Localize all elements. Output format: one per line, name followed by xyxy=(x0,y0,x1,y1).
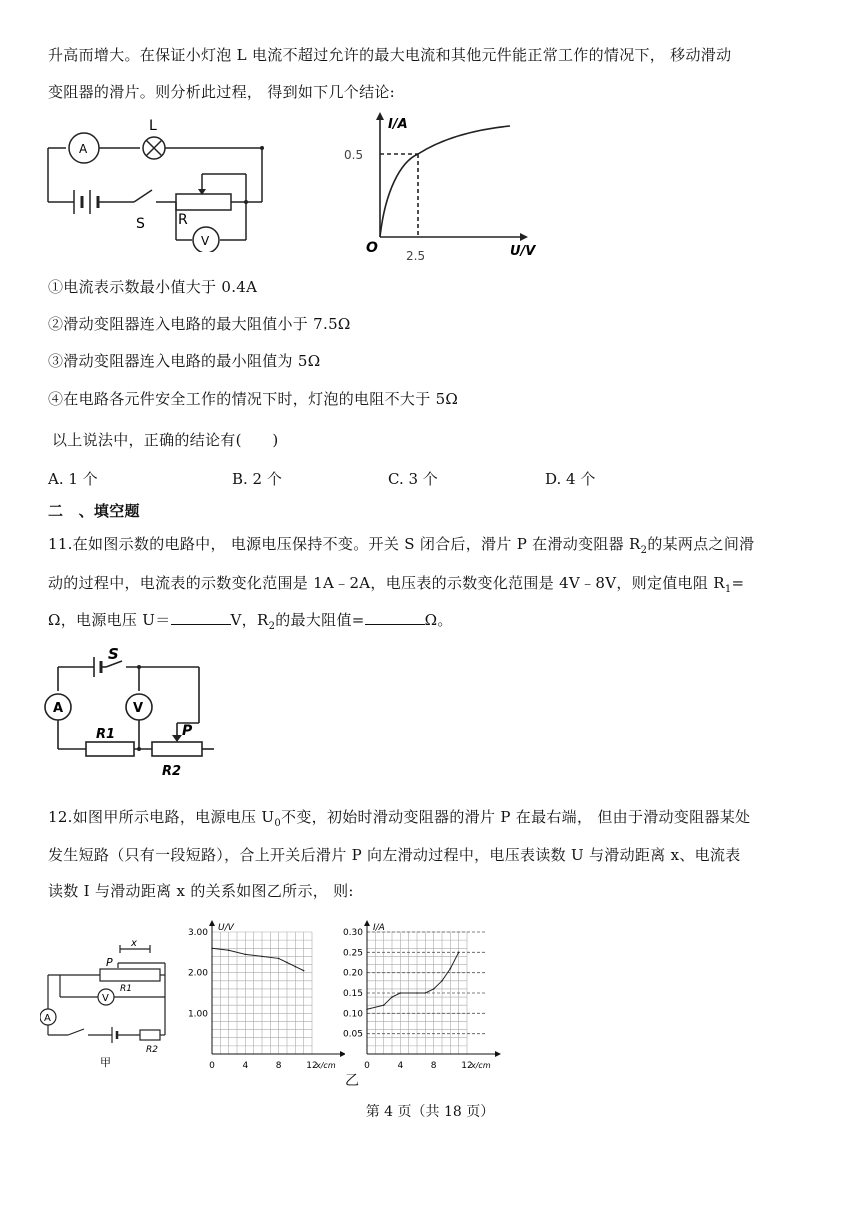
x-tick-label: 4 xyxy=(397,1061,404,1071)
y-axis-arrow xyxy=(364,920,370,926)
option-c[interactable]: C. 3 个 xyxy=(388,470,438,488)
data-point xyxy=(286,962,288,964)
x-tick-label: 0 xyxy=(364,1061,370,1071)
intro-line-2: 变阻器的滑片。则分析此过程， 得到如下几个结论: xyxy=(48,83,396,101)
y-axis-label: I/A xyxy=(373,923,385,933)
y-axis-arrow xyxy=(209,920,215,926)
option-b[interactable]: B. 2 个 xyxy=(232,470,282,488)
data-point xyxy=(400,992,402,994)
c3-r1-label: R1 xyxy=(120,984,132,994)
data-point xyxy=(383,1004,385,1006)
y-tick-label: 0.15 xyxy=(342,989,363,999)
question-text: 以上说法中，正确的结论有( ) xyxy=(52,431,279,449)
y-tick-label: 0.30 xyxy=(342,928,363,938)
c1-voltmeter-label: V xyxy=(201,234,210,248)
c2-r1-label: R1 xyxy=(96,727,116,742)
c2-voltmeter-label: V xyxy=(133,701,144,716)
circuit-diagram-2 xyxy=(44,645,224,780)
x-tick-label: 0 xyxy=(209,1061,215,1071)
data-point xyxy=(303,970,305,972)
q11-line-2: 动的过程中，电流表的示数变化范围是 1A﹣2A，电压表的示数变化范围是 4V﹣8V，则定值电阻 $R_1=$ xyxy=(48,574,745,595)
page-footer: 第 4 页（共 18 页） xyxy=(365,1104,495,1120)
statement-3: ③滑动变阻器连入电路的最小阻值为 5Ω xyxy=(48,352,321,370)
blank-r2-max[interactable] xyxy=(365,610,425,625)
y-tick-label: 0.05 xyxy=(342,1029,363,1040)
x-axis-arrow xyxy=(495,1051,501,1057)
data-point xyxy=(391,996,393,998)
c1-switch-label: S xyxy=(136,216,145,232)
c1-rheostat-label: R xyxy=(178,212,188,228)
data-point xyxy=(450,968,452,970)
q12-line-3: 读数 I 与滑动距离 x 的关系如图乙所示， 则: xyxy=(48,882,354,900)
y-tick-label: 3.00 xyxy=(187,928,208,938)
x-tick-label: 8 xyxy=(275,1061,282,1071)
y-tick-label: 0.10 xyxy=(342,1009,363,1020)
data-series-line xyxy=(212,948,304,970)
circuit-diagram-1 xyxy=(44,112,274,252)
data-point xyxy=(295,966,297,968)
iu-x-tick: 2.5 xyxy=(406,249,426,263)
intro-line-1: 升高而增大。在保证小灯泡 L 电流不超过允许的最大电流和其他元件能正常工作的情况下， 移动滑动 xyxy=(48,46,732,64)
data-point xyxy=(366,1008,368,1010)
c2-ammeter-label: A xyxy=(53,701,64,716)
y-axis-label: U/V xyxy=(218,923,234,933)
c3-caption: 甲 xyxy=(100,1056,111,1069)
option-d[interactable]: D. 4 个 xyxy=(545,470,596,488)
c3-ammeter-label: A xyxy=(44,1013,51,1024)
graphs-caption: 乙 xyxy=(345,1073,359,1089)
q11-line-1: 11.在如图示数的电路中， 电源电压保持不变。开关 S 闭合后，滑片 P 在滑动变阻器 $R_2$的某两点之间滑 xyxy=(48,535,755,556)
y-tick-label: 0.20 xyxy=(342,968,363,979)
q12-line-2: 发生短路（只有一段短路），合上开关后滑片 P 向左滑动过程中，电压表读数 U 与滑动距离 x、电流表 xyxy=(48,846,741,864)
c2-r2-label: R2 xyxy=(162,764,182,779)
q12-line-1: 12.如图甲所示电路，电源电压 $U_0$不变，初始时滑动变阻器的滑片 P 在最右端， 但由于滑动变阻器某处 xyxy=(48,808,751,829)
u-x-chart xyxy=(180,920,345,1075)
iu-ylabel: I/A xyxy=(388,117,408,132)
data-point xyxy=(261,956,263,958)
x-axis-label: x/cm xyxy=(471,1061,491,1070)
x-tick-label: 12 xyxy=(461,1061,473,1071)
c3-slider-label: P xyxy=(106,956,113,969)
iu-graph xyxy=(340,112,540,267)
c1-lamp-label: L xyxy=(149,118,157,134)
iu-y-tick: 0.5 xyxy=(344,148,364,162)
statement-4: ④在电路各元件安全工作的情况下时，灯泡的电阻不大于 5Ω xyxy=(48,390,459,408)
blank-voltage[interactable] xyxy=(171,610,231,625)
section-heading: 二 、填空题 xyxy=(48,502,140,520)
data-point xyxy=(416,992,418,994)
c3-r2-label: R2 xyxy=(146,1045,158,1055)
circuit-diagram-3 xyxy=(40,935,180,1070)
c2-switch-label: S xyxy=(108,645,119,663)
data-point xyxy=(278,958,280,960)
q11-line-3: Ω，电源电压 U＝ V，$R_2$的最大阻值= Ω。 xyxy=(48,611,453,632)
y-tick-label: 1.00 xyxy=(187,1009,208,1020)
data-point xyxy=(228,950,230,952)
data-point xyxy=(211,947,213,949)
c3-voltmeter-label: V xyxy=(102,993,109,1004)
data-point xyxy=(425,992,427,994)
iu-xlabel: U/V xyxy=(510,244,536,259)
statement-2: ②滑动变阻器连入电路的最大阻值小于 7.5Ω xyxy=(48,315,351,333)
c3-x-label: x xyxy=(131,938,137,949)
data-point xyxy=(458,952,460,954)
c2-slider-label: P xyxy=(182,723,193,739)
option-a[interactable]: A. 1 个 xyxy=(48,470,98,488)
data-point xyxy=(245,954,247,956)
data-point xyxy=(441,980,443,982)
y-tick-label: 2.00 xyxy=(187,968,208,979)
y-tick-label: 0.25 xyxy=(342,948,363,959)
x-tick-label: 4 xyxy=(242,1061,249,1071)
x-tick-label: 12 xyxy=(306,1061,318,1071)
iu-origin: O xyxy=(366,240,378,256)
statement-1: ①电流表示数最小值大于 0.4A xyxy=(48,278,258,296)
x-axis-label: x/cm xyxy=(316,1061,336,1070)
i-x-chart xyxy=(335,920,510,1075)
data-point xyxy=(433,988,435,990)
x-tick-label: 8 xyxy=(430,1061,437,1071)
c1-ammeter-label: A xyxy=(79,142,88,156)
